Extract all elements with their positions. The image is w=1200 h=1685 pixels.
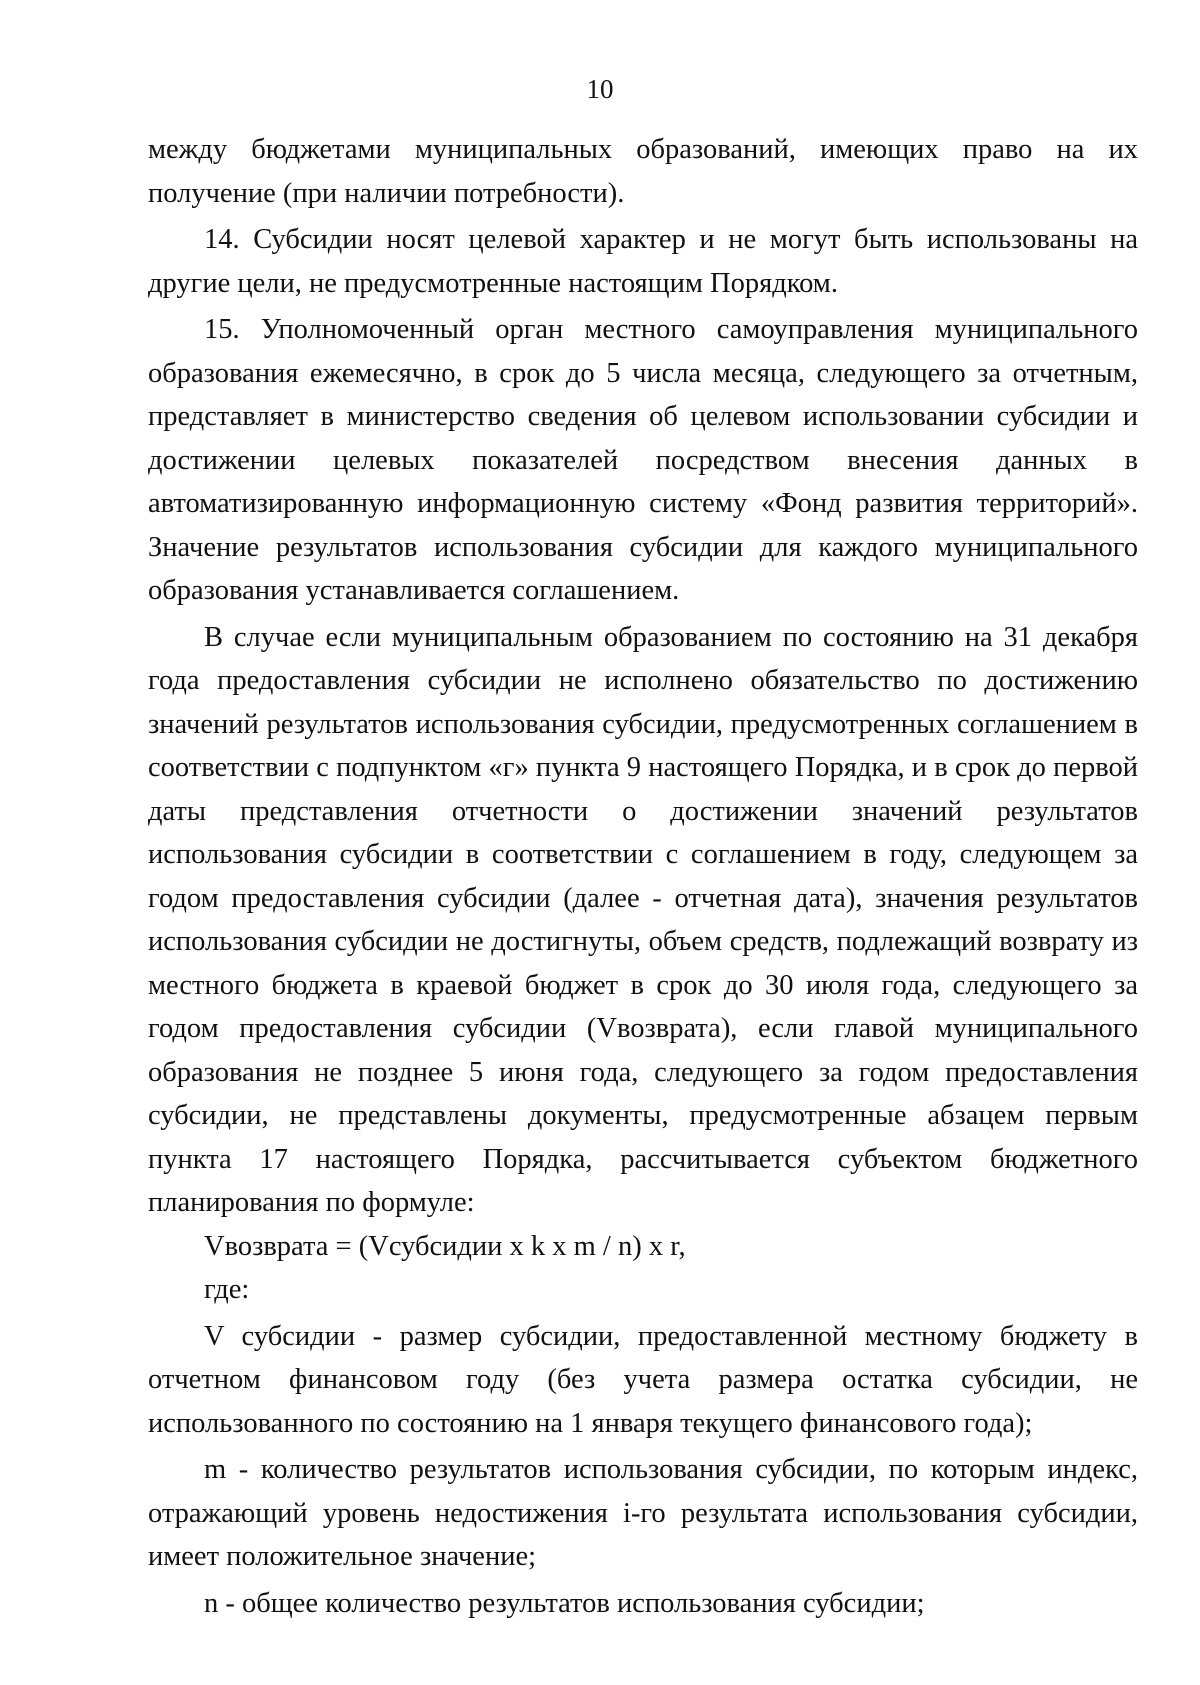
paragraph-refund-case: В случае если муниципальным образованием по состоянию на 31 декабря года предоставления субсидии не исполнено обязательство по достижению значений результатов использования субсидии, предусмотренных соглашением в соответствии с подпунктом «г» пункта 9 настоящего Порядка, и в срок до первой даты представления отчетности о достижении значений результатов использования субсидии в соответствии с соглашением в году, следующем за годом предоставления субсидии (далее - отчетная дата), значения результатов использования субсидии не достигнуты, объем средств, подлежащий возврату из местного бюджета в краевой бюджет в срок до 30 июля года, следующего за годом предоставления субсидии (Vвозврата), если главой муниципального образования не позднее 5 июня года, следующего за годом предоставления субсидии, не представлены документы, предусмотренные абзацем первым пункта 17 настоящего Порядка, рассчитывается субъектом бюджетного планирования по формуле: <box>148 621 1138 1218</box>
definition-n: n - общее количество результатов использования субсидии; <box>204 1587 925 1619</box>
paragraph-item-15: 15. Уполномоченный орган местного самоуправления муниципального образования ежемесячно, в срок до 5 числа месяца, следующего за отчетным, представляет в министерство сведения об целевом использовании субсидии и достижении целевых показателей посредством внесения данных в автоматизированную информационную систему «Фонд развития территорий». Значение результатов использования субсидии для каждого муниципального образования устанавливается соглашением. <box>148 314 1138 606</box>
paragraph-item-14: 14. Субсидии носят целевой характер и не могут быть использованы на другие цели, не предусмотренные настоящим Порядком. <box>148 224 1138 299</box>
paragraph-continuation: между бюджетами муниципальных образований, имеющих право на их получение (при наличии потребности). <box>148 134 1138 209</box>
page-number: 10 <box>586 74 614 104</box>
document-body <box>148 128 1138 1625</box>
definition-m: m - количество результатов использования субсидии, по которым индекс, отражающий уровень недостижения i-го результата использования субсидии, имеет положительное значение; <box>148 1454 1138 1572</box>
definition-v-subsidy: V субсидии - размер субсидии, предоставленной местному бюджету в отчетном финансовом году (без учета размера остатка субсидии, не использованного по состоянию на 1 января текущего финансового года); <box>148 1320 1138 1439</box>
formula-where: где: <box>204 1274 250 1305</box>
formula: Vвозврата = (Vсубсидии x k x m / n) x r, <box>204 1230 686 1262</box>
